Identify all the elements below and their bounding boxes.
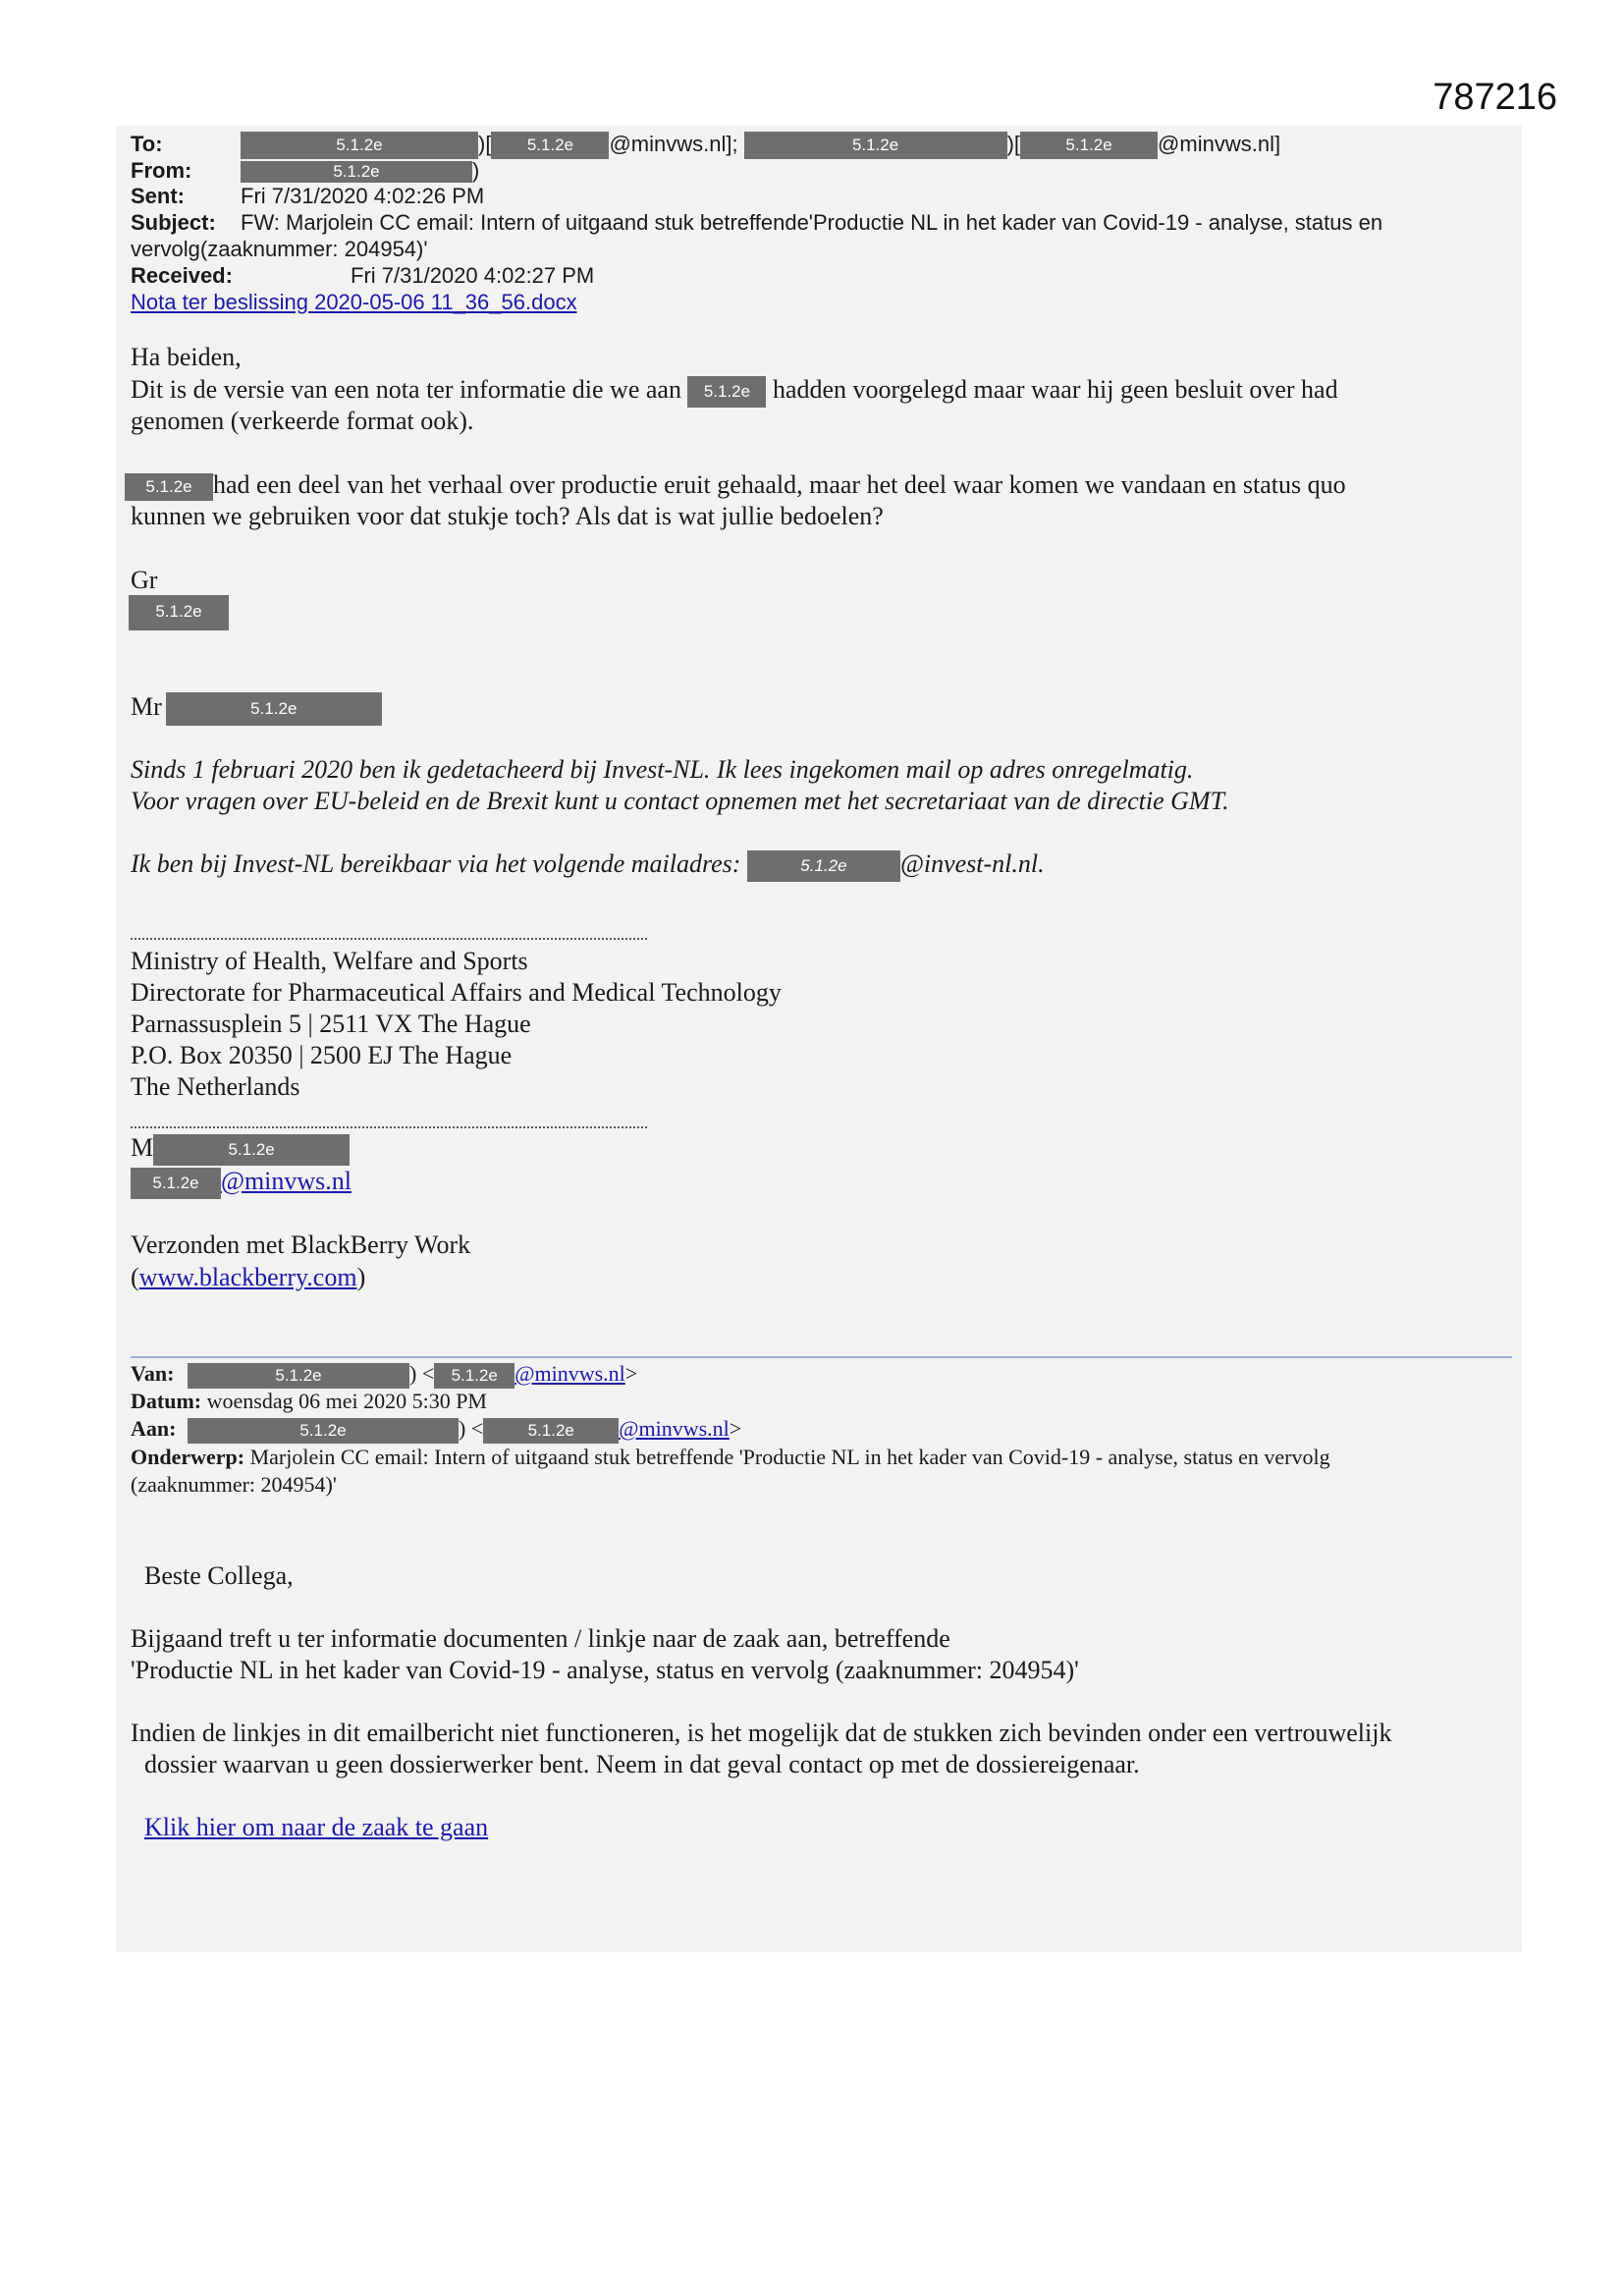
sent-value: Fri 7/31/2020 4:02:26 PM <box>241 184 485 208</box>
paragraph-1-line-2: genomen (verkeerde format ook). <box>131 407 474 435</box>
signature-divider-bottom <box>131 1126 647 1128</box>
subject-line <box>131 209 1382 236</box>
sent-label: Sent: <box>131 184 185 208</box>
datum-value: woensdag 06 mei 2020 5:30 PM <box>206 1389 487 1413</box>
document-number: 787216 <box>1433 77 1557 118</box>
redaction: 5.1.2e <box>491 132 609 159</box>
text: ) < <box>409 1361 435 1386</box>
fwd-salutation: Beste Collega, <box>144 1561 294 1590</box>
redaction: 5.1.2e <box>188 1363 409 1389</box>
to-domain: @minvws.nl] <box>1158 132 1281 156</box>
paragraph-2-line-2: kunnen we gebruiken voor dat stukje toch? Als dat is wat jullie bedoelen? <box>131 502 884 530</box>
italic-note-3 <box>131 848 1045 882</box>
attachment-link[interactable]: Nota ter beslissing 2020-05-06 11_36_56.docx <box>131 290 577 314</box>
redaction: 5.1.2e <box>129 595 229 630</box>
paragraph-1-line-1 <box>131 374 1338 408</box>
text: ) < <box>459 1416 484 1441</box>
received-line <box>131 262 594 289</box>
to-domain: @minvws.nl]; <box>609 132 738 156</box>
subject-continuation: vervolg(zaaknummer: 204954)' <box>131 237 428 261</box>
aan-email-link[interactable]: @minvws.nl <box>619 1416 730 1441</box>
van-email-link[interactable]: @minvws.nl <box>514 1361 625 1386</box>
text: Mr <box>131 692 162 721</box>
redaction: 5.1.2e <box>687 376 766 408</box>
redaction: 5.1.2e <box>188 1418 459 1444</box>
fwd-paragraph-1-line-2: 'Productie NL in het kader van Covid-19 - analyse, status en vervolg (zaaknummer: 204954)' <box>131 1656 1079 1684</box>
sig-line-5: The Netherlands <box>131 1072 300 1101</box>
from-label: From: <box>131 158 192 183</box>
sig-line-2: Directorate for Pharmaceutical Affairs and Medical Technology <box>131 978 782 1007</box>
fwd-aan-line <box>131 1415 741 1444</box>
datum-label: Datum: <box>131 1389 202 1413</box>
redaction: 5.1.2e <box>747 850 900 882</box>
redaction: 5.1.2e <box>241 161 472 183</box>
sig-line-1: Ministry of Health, Welfare and Sports <box>131 947 528 975</box>
email-link[interactable]: @minvws.nl <box>221 1167 352 1195</box>
blackberry-line <box>131 1262 365 1293</box>
fwd-paragraph-2-line-2: dossier waarvan u geen dossierwerker bent. Neem in dat geval contact op met de dossiereigenaar. <box>144 1750 1140 1778</box>
case-link[interactable]: Klik hier om naar de zaak te gaan <box>144 1813 489 1841</box>
onderwerp-label: Onderwerp: <box>131 1445 245 1469</box>
signature-divider-top <box>131 938 647 940</box>
to-separator: )[ <box>478 132 492 156</box>
fwd-paragraph-1-line-1: Bijgaand treft u ter informatie documenten / linkje naar de zaak aan, betreffende <box>131 1624 950 1653</box>
text: > <box>729 1416 742 1441</box>
sent-line <box>131 183 484 209</box>
text: ) <box>356 1263 366 1291</box>
redaction: 5.1.2e <box>1020 132 1158 159</box>
redaction: 5.1.2e <box>744 132 1007 159</box>
sign-name-redaction <box>129 595 229 630</box>
blackberry-link[interactable]: www.blackberry.com <box>138 1263 357 1291</box>
onderwerp-value: Marjolein CC email: Intern of uitgaand stuk betreffende 'Productie NL in het kader van Covid-19 - analyse, status en vervolg <box>249 1445 1330 1469</box>
received-label: Received: <box>131 263 233 288</box>
redaction: 5.1.2e <box>434 1363 514 1389</box>
sent-with: Verzonden met BlackBerry Work <box>131 1230 471 1259</box>
greeting: Ha beiden, <box>131 343 242 371</box>
to-line <box>131 131 1280 159</box>
text: Ik ben bij Invest-NL bereikbaar via het volgende mailadres: <box>131 849 741 878</box>
sig-email-line <box>131 1166 352 1199</box>
italic-note-2: Voor vragen over EU-beleid en de Brexit kunt u contact opnemen met het secretariaat van de directie GMT. <box>131 787 1229 815</box>
subject-value: FW: Marjolein CC email: Intern of uitgaand stuk betreffende'Productie NL in het kader van Covid-19 - analyse, status en <box>241 210 1383 235</box>
text: > <box>624 1361 638 1386</box>
fwd-van-line <box>131 1360 637 1389</box>
redaction: 5.1.2e <box>131 1168 221 1199</box>
text: hadden voorgelegd maar waar hij geen besluit over had <box>772 375 1338 404</box>
forward-separator <box>131 1356 1512 1358</box>
received-value: Fri 7/31/2020 4:02:27 PM <box>351 263 595 288</box>
text: M <box>131 1133 154 1162</box>
attachment-line <box>131 289 577 315</box>
text: @invest-nl.nl. <box>899 849 1045 878</box>
redaction: 5.1.2e <box>241 132 478 159</box>
sign-gr: Gr <box>131 566 158 594</box>
subject-label: Subject: <box>131 210 216 235</box>
fwd-paragraph-2-line-1: Indien de linkjes in dit emailbericht niet functioneren, is het mogelijk dat de stukken zich bevinden onder een vertrouwelijk <box>131 1719 1392 1747</box>
fwd-onderwerp-line <box>131 1444 1330 1471</box>
van-label: Van: <box>131 1361 175 1386</box>
redaction: 5.1.2e <box>483 1418 619 1444</box>
fwd-onderwerp-continuation: (zaaknummer: 204954)' <box>131 1472 337 1497</box>
sig-m-line <box>131 1132 350 1166</box>
text: ( <box>131 1263 139 1291</box>
from-close: ) <box>472 158 480 183</box>
sign-mr-line <box>131 691 382 726</box>
to-separator: )[ <box>1006 132 1021 156</box>
fwd-datum-line <box>131 1388 487 1415</box>
redaction: 5.1.2e <box>166 692 382 726</box>
redaction: 5.1.2e <box>125 473 213 501</box>
case-link-line <box>144 1812 488 1843</box>
italic-note-1: Sinds 1 februari 2020 ben ik gedetacheerd bij Invest-NL. Ik lees ingekomen mail op adres onregelmatig. <box>131 755 1194 784</box>
aan-label: Aan: <box>131 1416 177 1441</box>
redaction: 5.1.2e <box>153 1134 350 1166</box>
text: Dit is de versie van een nota ter informatie die we aan <box>131 375 681 404</box>
text: had een deel van het verhaal over productie eruit gehaald, maar het deel waar komen we vandaan en status quo <box>213 470 1346 499</box>
to-label: To: <box>131 132 163 156</box>
sig-line-3: Parnassusplein 5 | 2511 VX The Hague <box>131 1010 531 1038</box>
paragraph-2-line-1 <box>125 469 1346 501</box>
from-line <box>131 157 479 184</box>
sig-line-4: P.O. Box 20350 | 2500 EJ The Hague <box>131 1041 513 1069</box>
